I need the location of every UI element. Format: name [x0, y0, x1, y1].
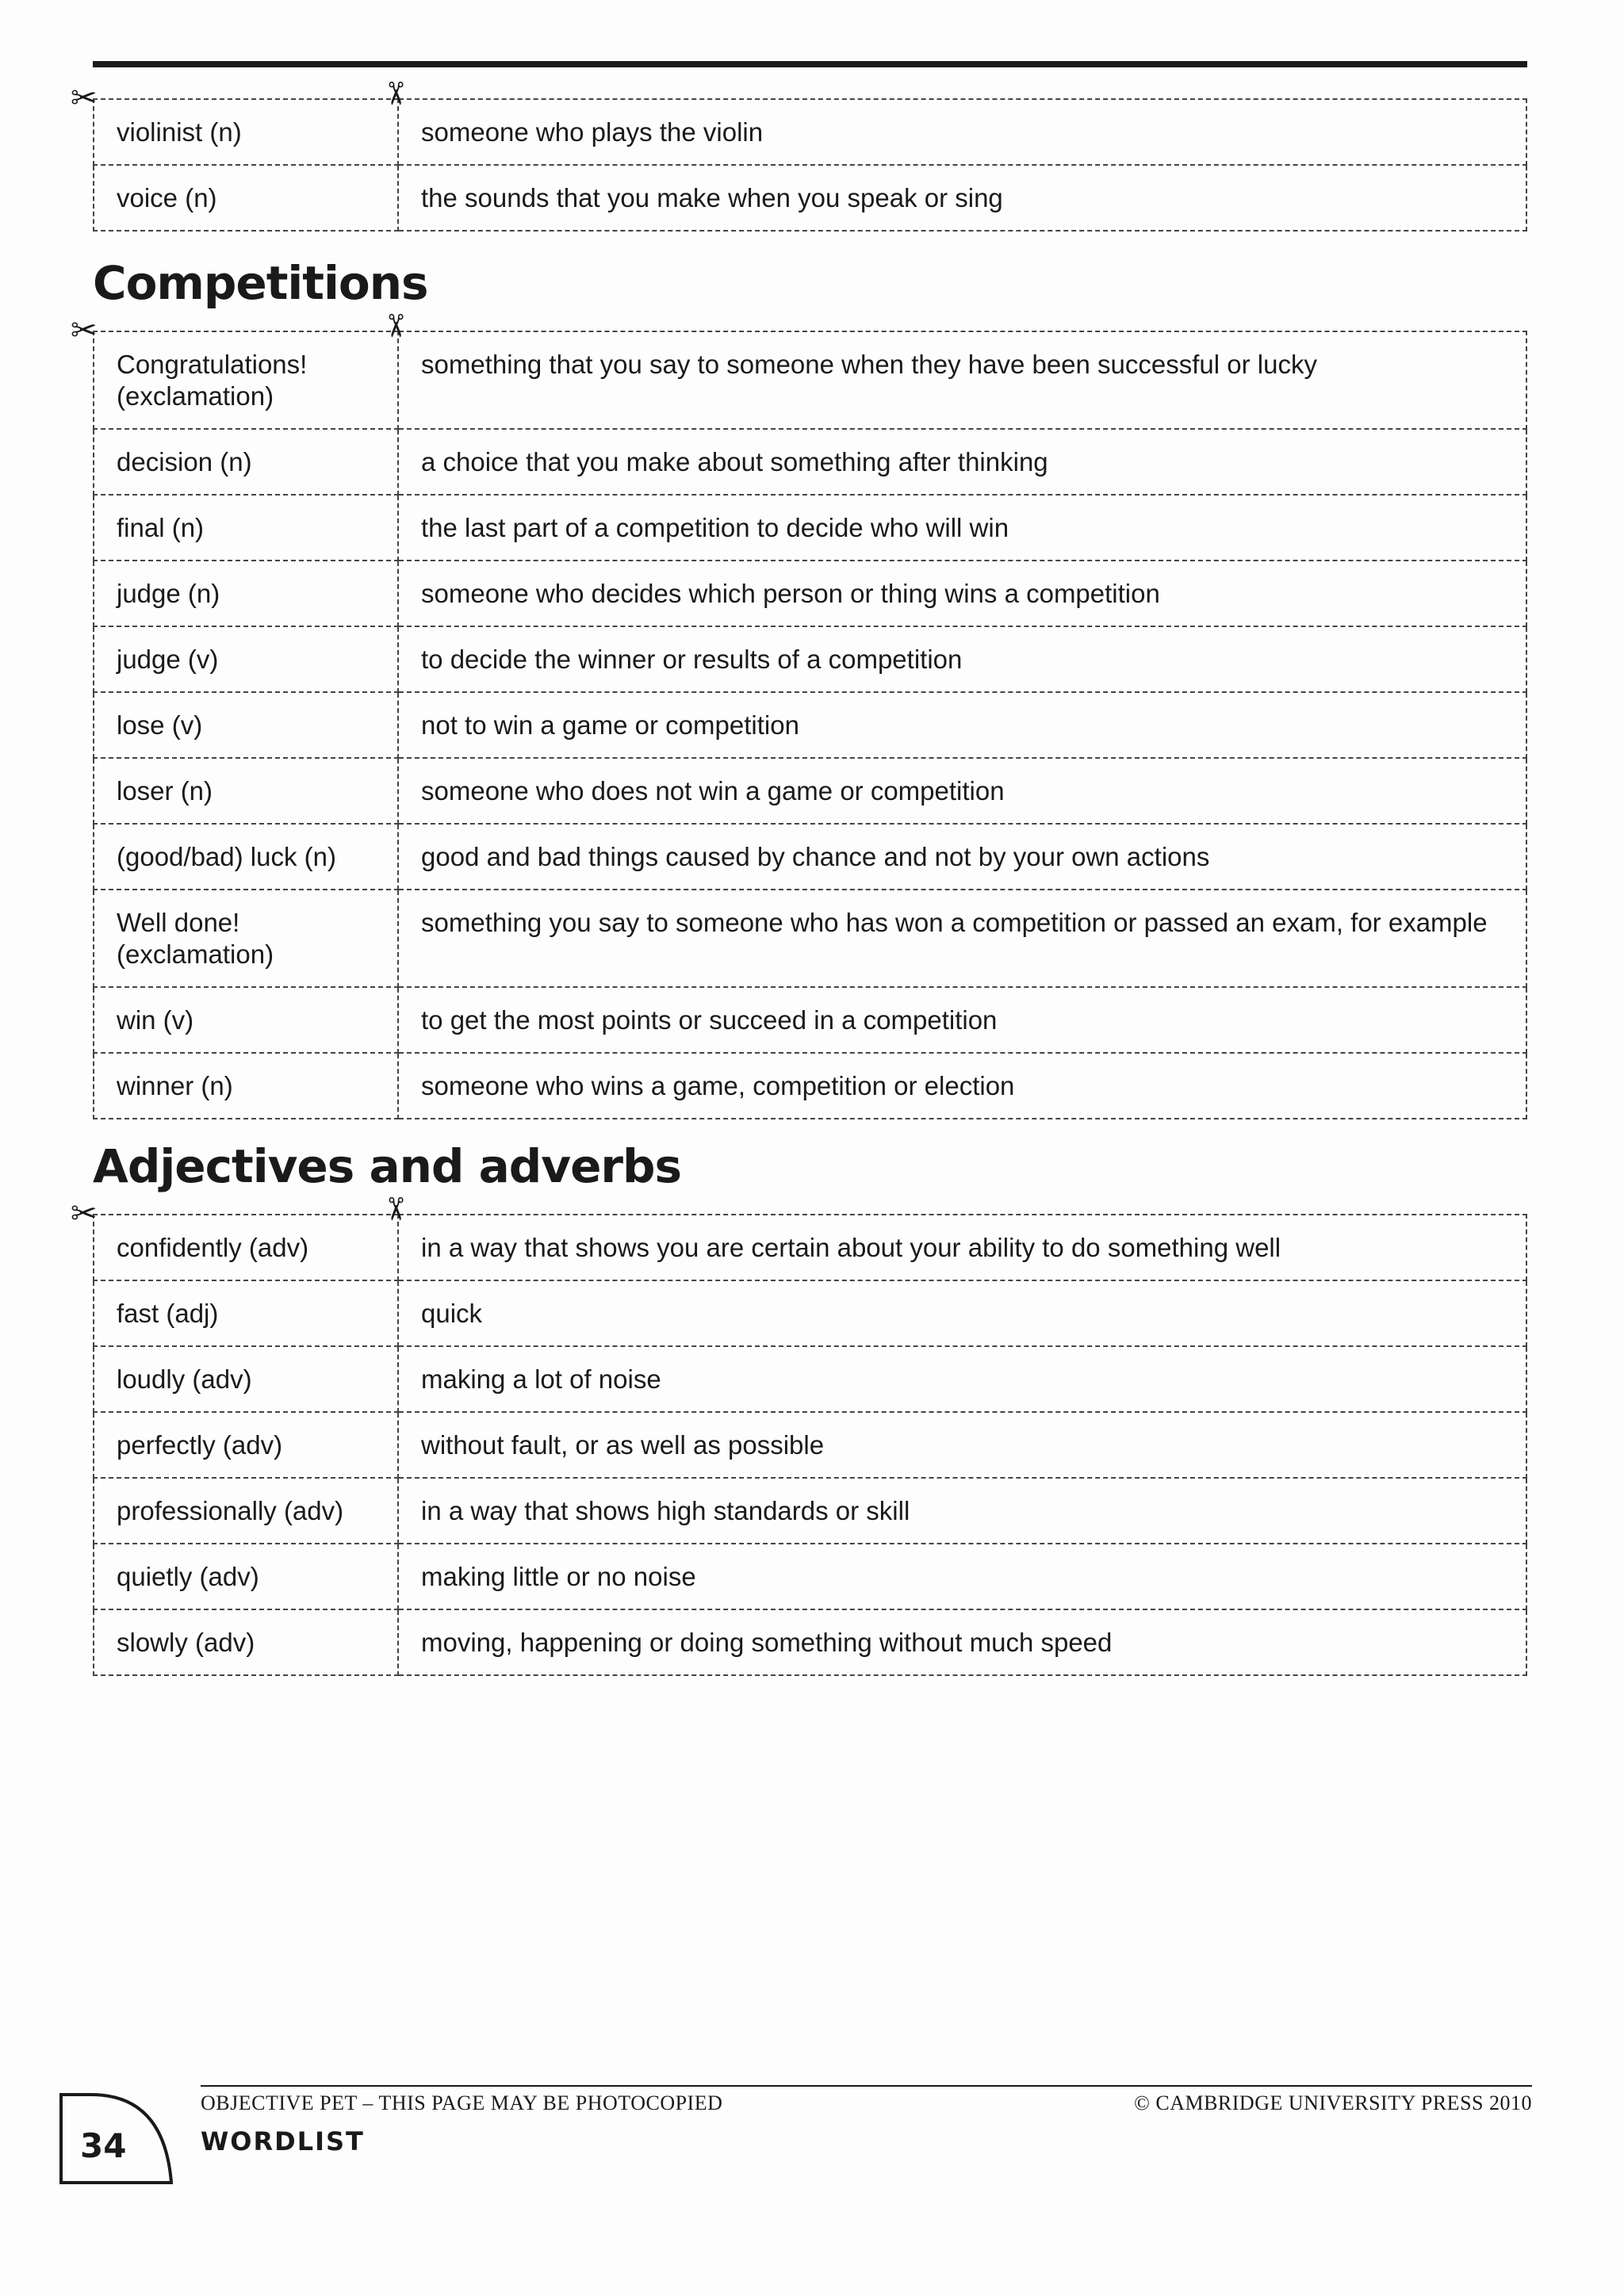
footer-rule	[201, 2085, 1532, 2087]
definition-cell: someone who decides which person or thing wins a competition	[398, 561, 1526, 626]
definition-cell: without fault, or as well as possible	[398, 1412, 1526, 1478]
table-row	[94, 99, 1526, 165]
table-row	[94, 987, 1526, 1053]
table-row	[94, 692, 1526, 758]
top-rule	[93, 61, 1527, 67]
wordlist-block-competitions	[71, 312, 1527, 1119]
term-cell: confidently (adv)	[94, 1215, 398, 1280]
footer-copyright-notice: OBJECTIVE PET – THIS PAGE MAY BE PHOTOCOPIED	[201, 2091, 723, 2114]
term-cell: loser (n)	[94, 758, 398, 824]
definition-cell: not to win a game or competition	[398, 692, 1526, 758]
page-number: 34	[80, 2126, 127, 2165]
table-row	[94, 561, 1526, 626]
wordlist-table	[93, 1214, 1527, 1676]
table-row	[94, 1412, 1526, 1478]
term-cell: lose (v)	[94, 692, 398, 758]
table-row	[94, 495, 1526, 561]
wordlist-table	[93, 98, 1527, 232]
term-cell: Congratulations! (exclamation)	[94, 331, 398, 429]
term-cell: fast (adj)	[94, 1280, 398, 1346]
term-cell: (good/bad) luck (n)	[94, 824, 398, 890]
definition-cell: something you say to someone who has won a competition or passed an exam, for example	[398, 890, 1526, 987]
definition-cell: making a lot of noise	[398, 1346, 1526, 1412]
term-cell: win (v)	[94, 987, 398, 1053]
term-cell: judge (v)	[94, 626, 398, 692]
definition-cell: quick	[398, 1280, 1526, 1346]
table-row	[94, 1346, 1526, 1412]
scissors-icon: ✂	[376, 80, 413, 107]
wordlist-table	[93, 331, 1527, 1119]
section-heading-competitions: Competitions	[93, 256, 428, 310]
definition-cell: in a way that shows you are certain about your ability to do something well	[398, 1215, 1526, 1280]
definition-cell: moving, happening or doing something without much speed	[398, 1609, 1526, 1675]
wordlist-block-adjectives-adverbs	[71, 1196, 1527, 1676]
table-row	[94, 1215, 1526, 1280]
table-row	[94, 429, 1526, 495]
table-row	[94, 1544, 1526, 1609]
term-cell: slowly (adv)	[94, 1609, 398, 1675]
definition-cell: to decide the winner or results of a competition	[398, 626, 1526, 692]
term-cell: Well done! (exclamation)	[94, 890, 398, 987]
term-cell: professionally (adv)	[94, 1478, 398, 1544]
term-cell: winner (n)	[94, 1053, 398, 1119]
term-cell: final (n)	[94, 495, 398, 561]
footer-section-label: WORDLIST	[201, 2126, 365, 2156]
term-cell: decision (n)	[94, 429, 398, 495]
definition-cell: someone who plays the violin	[398, 99, 1526, 165]
section-heading-adjectives-adverbs: Adjectives and adverbs	[93, 1139, 682, 1193]
definition-cell: something that you say to someone when they have been successful or lucky	[398, 331, 1526, 429]
definition-cell: someone who does not win a game or competition	[398, 758, 1526, 824]
footer-publisher: © CAMBRIDGE UNIVERSITY PRESS 2010	[1134, 2091, 1532, 2114]
definition-cell: someone who wins a game, competition or election	[398, 1053, 1526, 1119]
table-row	[94, 626, 1526, 692]
table-row	[94, 331, 1526, 429]
table-row	[94, 1609, 1526, 1675]
term-cell: judge (n)	[94, 561, 398, 626]
scissors-icon: ✂	[71, 1196, 98, 1232]
term-cell: voice (n)	[94, 165, 398, 231]
term-cell: quietly (adv)	[94, 1544, 398, 1609]
definition-cell: making little or no noise	[398, 1544, 1526, 1609]
wordlist-block-continued	[71, 80, 1527, 232]
term-cell: perfectly (adv)	[94, 1412, 398, 1478]
definition-cell: the last part of a competition to decide who will win	[398, 495, 1526, 561]
table-row	[94, 1280, 1526, 1346]
definition-cell: a choice that you make about something after thinking	[398, 429, 1526, 495]
scissors-icon: ✂	[71, 80, 98, 117]
scissors-icon: ✂	[376, 1196, 413, 1223]
definition-cell: the sounds that you make when you speak or sing	[398, 165, 1526, 231]
table-row	[94, 824, 1526, 890]
table-row	[94, 758, 1526, 824]
term-cell: violinist (n)	[94, 99, 398, 165]
definition-cell: in a way that shows high standards or skill	[398, 1478, 1526, 1544]
table-row	[94, 1478, 1526, 1544]
scissors-icon: ✂	[376, 312, 413, 339]
table-row	[94, 1053, 1526, 1119]
term-cell: loudly (adv)	[94, 1346, 398, 1412]
table-row	[94, 890, 1526, 987]
definition-cell: to get the most points or succeed in a competition	[398, 987, 1526, 1053]
table-row	[94, 165, 1526, 231]
scissors-icon: ✂	[71, 312, 98, 349]
definition-cell: good and bad things caused by chance and not by your own actions	[398, 824, 1526, 890]
